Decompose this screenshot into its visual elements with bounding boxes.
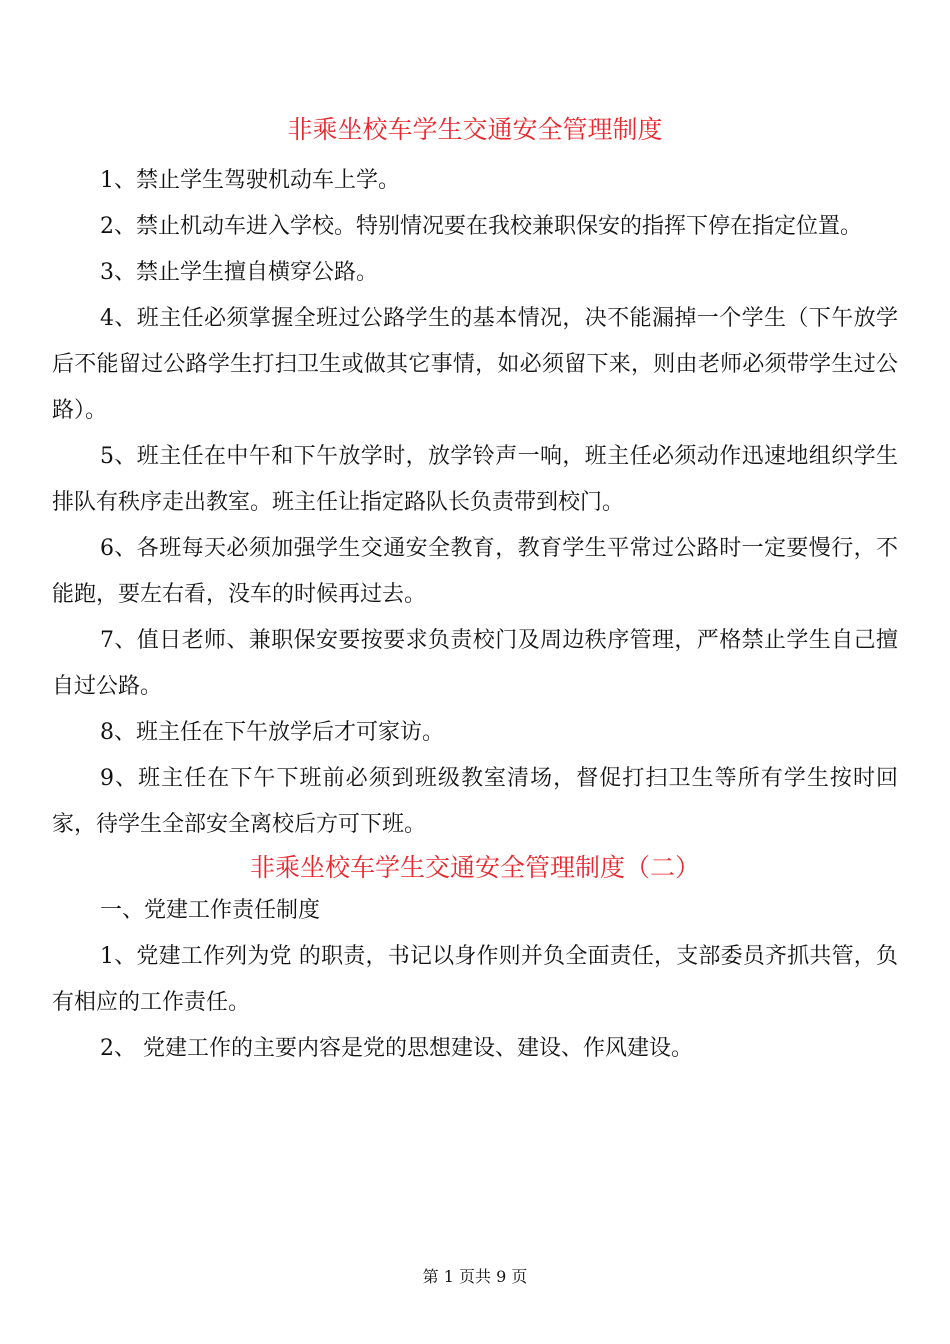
section2-heading: 一、党建工作责任制度 [100,898,321,923]
rule-5: 5、班主任在中午和下午放学时，放学铃声一响，班主任必须动作迅速地组织学生排队有秩序走出教室。班主任让指定路队长负责带到校门。 [52,444,898,515]
rule-8: 8、班主任在下午放学后才可家访。 [100,720,444,745]
section-title-2: 非乘坐校车学生交通安全管理制度（二） [249,853,700,882]
rule-1: 1、禁止学生驾驶机动车上学。 [100,168,400,193]
rule-9: 9、班主任在下午下班前必须到班级教室清场，督促打扫卫生等所有学生按时回家，待学生全部安全离校后方可下班。 [52,766,898,837]
rule-6: 6、各班每天必须加强学生交通安全教育，教育学生平常过公路时一定要慢行，不能跑，要左右看，没车的时候再过去。 [52,536,898,607]
rule-2: 2、禁止机动车进入学校。特别情况要在我校兼职保安的指挥下停在指定位置。 [100,214,862,239]
section2-item-1: 1、党建工作列为党 的职责，书记以身作则并负全面责任，支部委员齐抓共管，负有相应的工作责任。 [52,944,898,1015]
document-title: 非乘坐校车学生交通安全管理制度 [287,115,663,144]
document-body [52,110,898,1072]
rule-3: 3、禁止学生擅自横穿公路。 [100,260,378,285]
rule-7: 7、值日老师、兼职保安要按要求负责校门及周边秩序管理，严格禁止学生自己擅自过公路。 [52,628,898,699]
rule-4: 4、班主任必须掌握全班过公路学生的基本情况，决不能漏掉一个学生（下午放学后不能留过公路学生打扫卫生或做其它事情，如必须留下来，则由老师必须带学生过公路）。 [52,306,898,423]
section2-item-2: 2、 党建工作的主要内容是党的思想建设、建设、作风建设。 [100,1036,693,1061]
page-number: 第 1 页共 9 页 [422,1267,528,1286]
